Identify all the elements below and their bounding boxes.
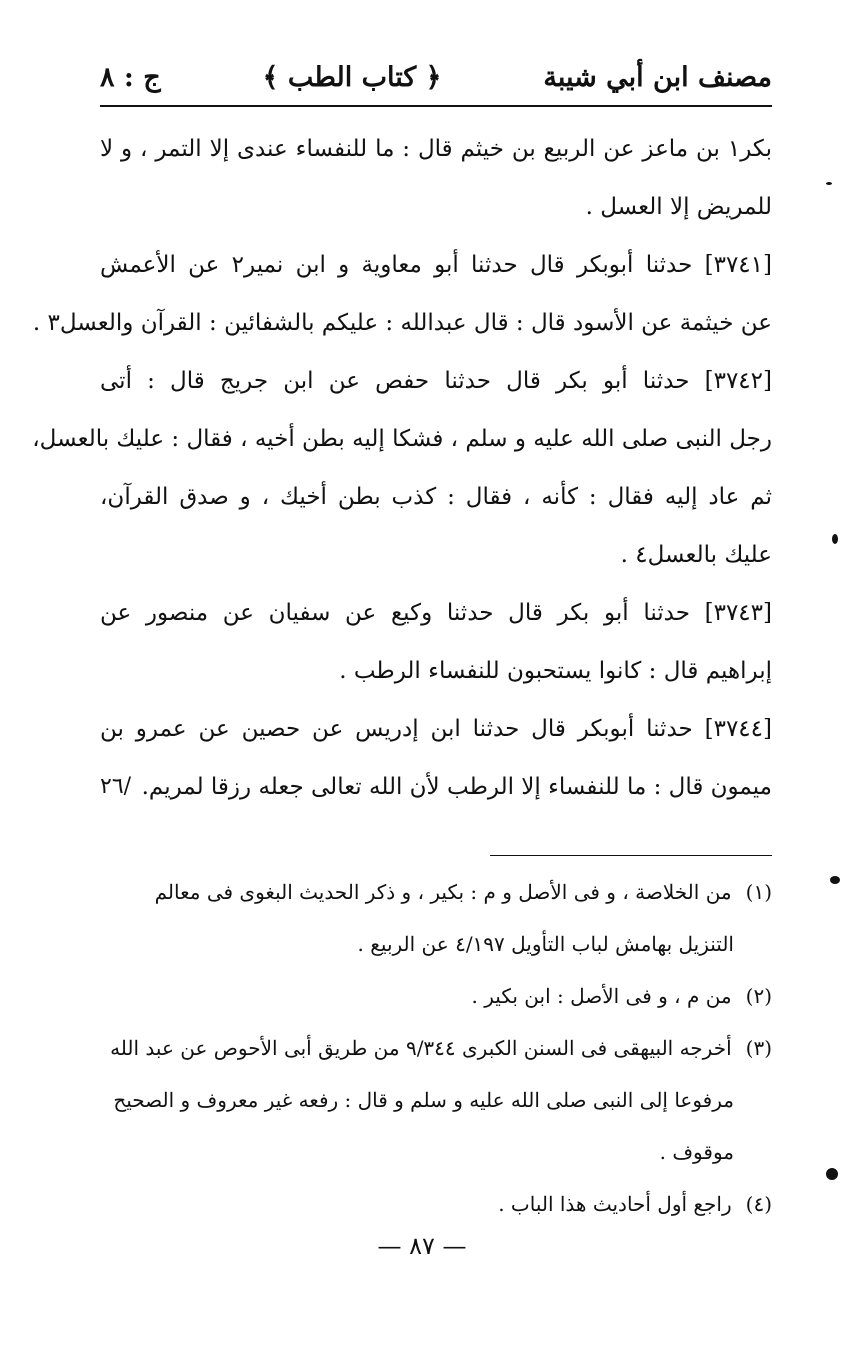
- scan-speck: [832, 534, 838, 544]
- running-header: [100, 52, 772, 102]
- text-line: إبراهيم قال : كانوا يستحبون للنفساء الرطب .: [339, 658, 772, 684]
- book-title: مصنف ابن أبي شيبة: [543, 61, 772, 93]
- marginal-folio-marker: /٢٦: [100, 774, 132, 799]
- footnote-line: [100, 1074, 772, 1126]
- text-line: [٣٧٤٣] حدثنا أبو بكر قال حدثنا وكيع عن سفيان عن منصور عن: [100, 600, 772, 626]
- text-line: رجل النبى صلى الله عليه و سلم ، فشكا إليه بطن أخيه ، فقال : عليك بالعسل،: [32, 426, 772, 452]
- header-rule: [100, 105, 772, 107]
- footnote-number: (٢): [745, 984, 772, 1008]
- footnote-rule: [490, 855, 772, 856]
- footnote-text: أخرجه البيهقى فى السنن الكبرى ٩/٣٤٤ من طريق أبى الأحوص عن عبد الله: [110, 1036, 732, 1060]
- footnote-text: التنزيل بهامش لباب التأويل ٤/١٩٧ عن الربيع .: [357, 932, 734, 956]
- footnote-line: [100, 1126, 772, 1178]
- text-line: عليك بالعسل٤ .: [620, 542, 772, 568]
- page-number: — ٨٧ —: [377, 1232, 467, 1260]
- chapter-title: ﴿ كتاب الطب ﴾: [262, 61, 442, 93]
- footnote-line: [100, 866, 772, 918]
- footnotes: [100, 866, 772, 1230]
- text-line: للمريض إلا العسل .: [585, 194, 772, 220]
- footnote-line: [100, 918, 772, 970]
- text-line: عن خيثمة عن الأسود قال : قال عبدالله : عليكم بالشفائين : القرآن والعسل٣ .: [32, 310, 772, 336]
- main-text: [32, 120, 772, 816]
- footnote-line: [100, 1178, 772, 1230]
- volume-number: ج : ٨: [100, 61, 161, 93]
- footnote-text: مرفوعا إلى النبى صلى الله عليه و سلم و قال : رفعه غير معروف و الصحيح: [113, 1088, 734, 1112]
- scan-speck: [826, 1168, 838, 1180]
- text-line: [٣٧٤٢] حدثنا أبو بكر قال حدثنا حفص عن ابن جريج قال : أتى: [100, 368, 772, 394]
- scan-speck: [830, 876, 840, 884]
- text-line: [٣٧٤١] حدثنا أبوبكر قال حدثنا أبو معاوية و ابن نمير٢ عن الأعمش: [100, 252, 772, 278]
- footnote-number: (١): [745, 880, 772, 904]
- text-line: بكر١ بن ماعز عن الربيع بن خيثم قال : ما للنفساء عندى إلا التمر ، و لا: [100, 136, 772, 162]
- scan-speck: [826, 182, 832, 185]
- footnote-number: (٣): [745, 1036, 772, 1060]
- footnote-text: راجع أول أحاديث هذا الباب .: [498, 1192, 732, 1216]
- footnote-text: موقوف .: [659, 1140, 734, 1164]
- text-line: ثم عاد إليه فقال : كأنه ، فقال : كذب بطن أخيك ، و صدق القرآن،: [100, 484, 772, 510]
- text-line: [٣٧٤٤] حدثنا أبوبكر قال حدثنا ابن إدريس عن حصين عن عمرو بن: [100, 716, 772, 742]
- footnote-text: من الخلاصة ، و فى الأصل و م : بكير ، و ذكر الحديث البغوى فى معالم: [154, 880, 732, 904]
- footnote-line: [100, 970, 772, 1022]
- footnote-number: (٤): [745, 1192, 772, 1216]
- text-line: ميمون قال : ما للنفساء إلا الرطب لأن الله تعالى جعله رزقا لمريم.: [141, 774, 772, 800]
- footnote-text: من م ، و فى الأصل : ابن بكير .: [471, 984, 732, 1008]
- footnote-line: [100, 1022, 772, 1074]
